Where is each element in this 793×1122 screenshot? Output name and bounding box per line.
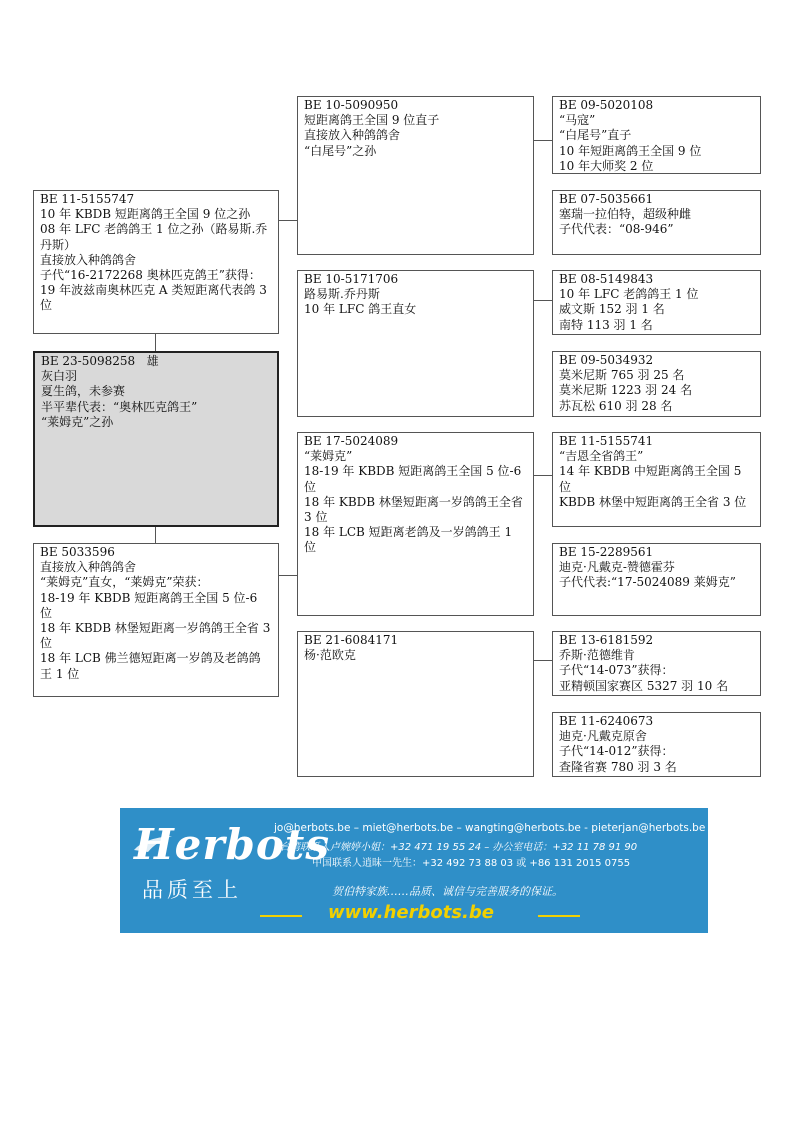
sire-sire-line: 直接放入种鸽鸽舍 [304,128,401,143]
dam-line: 18 年 LCB 佛兰德短距离一岁鸽及老鸽鸽王 1 位 [40,651,261,681]
dam-line: 直接放入种鸽鸽舍 [40,560,137,575]
dam-line: “莱姆克”直女，“莱姆克”荣获： [40,575,209,590]
sire-box [33,190,279,334]
dam-box [33,543,279,697]
sd-sire-line: BE 08-5149843 [559,272,654,286]
subject-line: 半平辈代表：“奥林匹克鸽王” [41,399,198,414]
website-link[interactable]: www.herbots.be [328,902,494,923]
contact-phone-china: 中国联系人逍昧一先生：+32 492 73 88 03 或 +86 131 2015 0755 [312,858,631,869]
dd-dam-box [552,712,761,777]
sire-sire-line: BE 10-5090950 [304,98,399,112]
dam-sire-box [297,432,534,616]
dd-dam-line: 查隆省赛 780 羽 3 名 [559,759,677,774]
ds-sire-line: “吉恩全省鸽王” [559,449,644,464]
sd-sire-box [552,270,761,335]
dam-sire-line: 18 年 KBDB 林堡短距离一岁鸽鸽王全省 3 位 [304,494,527,525]
dam-line: 18-19 年 KBDB 短距离鸽王全国 5 位-6 位 [40,590,262,620]
divider [538,915,580,917]
sire-sire-line: 短距离鸽王全国 9 位直子 [304,113,440,128]
subject-line: 夏生鸽，未参赛 [41,384,126,399]
dam-sire-line: “莱姆克” [304,449,353,464]
ds-dam-line: BE 15-2289561 [559,545,654,559]
sd-dam-line: 莫米尼斯 1223 羽 24 名 [559,383,693,398]
sire-line: 子代“16-2172268 奥林匹克鸽王”获得： [40,268,261,283]
sire-line: 10 年 KBDB 短距离鸽王全国 9 位之孙 [40,207,251,222]
ss-sire-line: “白尾号”直子 [559,128,632,143]
ss-dam-line: 子代代表：“08-946” [559,222,674,237]
connector [533,300,552,301]
dam-dam-line: 杨·范欧克 [304,648,356,663]
sire-dam-line: BE 10-5171706 [304,272,399,286]
subject-line: 灰白羽 [41,369,78,384]
ds-dam-box [552,543,761,616]
herbots-logo: Herbots [134,820,330,869]
dd-sire-line: 亚精顿国家赛区 5327 羽 10 名 [559,678,729,693]
sd-dam-line: BE 09-5034932 [559,353,654,367]
connector [533,140,552,141]
connector [155,333,156,352]
connector [279,575,297,576]
contact-phone-local: 台湾联系人卢婉婷小姐：+32 471 19 55 24 – 办公室电话：+32 11 78 91 90 [280,842,638,853]
subject-line: BE 23-5098258 雄 [41,354,159,368]
dam-line: BE 5033596 [40,545,115,559]
dam-sire-line: BE 17-5024089 [304,434,399,448]
dd-sire-line: 乔斯·范德维肯 [559,648,635,663]
dd-sire-box [552,631,761,696]
ss-dam-box [552,190,761,255]
ss-sire-line: “马寇” [559,113,596,128]
subject-line: “莱姆克”之孙 [41,414,114,429]
ss-sire-box [552,96,761,174]
dam-dam-line: BE 21-6084171 [304,633,399,647]
ss-dam-line: 塞瑞一拉伯特，超级种雌 [559,207,692,222]
dd-dam-line: BE 11-6240673 [559,714,654,728]
ss-dam-line: BE 07-5035661 [559,192,654,206]
sd-sire-line: 10 年 LFC 老鸽鸽王 1 位 [559,287,699,302]
sd-sire-line: 威文斯 152 羽 1 名 [559,302,665,317]
dam-dam-box [297,631,534,777]
ss-sire-line: 10 年大师奖 2 位 [559,158,654,173]
slogan: 品质至上 [142,878,242,902]
sire-dam-line: 路易斯.乔丹斯 [304,287,380,302]
ds-sire-line: BE 11-5155741 [559,434,654,448]
dam-line: 18 年 KBDB 林堡短距离一岁鸽鸽王全省 3 位 [40,621,275,651]
sire-line: 直接放入种鸽鸽舍 [40,252,137,267]
guarantee-text: 贺伯特家族……品质、诚信与完善服务的保证。 [332,885,563,898]
sire-line: 08 年 LFC 老鸽鸽王 1 位之孙（路易斯.乔丹斯） [40,222,268,252]
ds-sire-line: 14 年 KBDB 中短距离鸽王全国 5 位 [559,464,746,494]
sire-sire-box [297,96,534,255]
connector [279,220,297,221]
sd-dam-line: 莫米尼斯 765 羽 25 名 [559,368,685,383]
divider [260,915,302,917]
sire-line: 19 年波兹南奥林匹克 A 类短距离代表鸽 3 位 [40,283,271,313]
ds-sire-box [552,432,761,527]
ds-dam-line: 迪克·凡戴克-赞德霍芬 [559,560,675,575]
sire-line: BE 11-5155747 [40,192,135,206]
subject-box [33,351,279,527]
dam-sire-line: 18-19 年 KBDB 短距离鸽王全国 5 位-6 位 [304,464,526,494]
connector [155,526,156,544]
dd-sire-line: BE 13-6181592 [559,633,654,647]
sire-dam-box [297,270,534,417]
dd-sire-line: 子代“14-073”获得： [559,663,674,678]
ss-sire-line: 10 年短距离鸽王全国 9 位 [559,143,702,158]
ds-dam-line: 子代代表:“17-5024089 莱姆克” [559,575,736,590]
dd-dam-line: 迪克·凡戴克原舍 [559,729,647,744]
ds-sire-line: KBDB 林堡中短距离鸽王全省 3 位 [559,494,747,509]
contact-emails[interactable]: jo@herbots.be – miet@herbots.be – wangting@herbots.be - pieterjan@herbots.be [274,822,706,834]
connector [533,475,552,476]
dam-sire-line: 18 年 LCB 短距离老鸽及一岁鸽鸽王 1 位 [304,525,516,555]
sd-dam-line: 苏瓦松 610 羽 28 名 [559,398,673,413]
sd-dam-box [552,351,761,417]
sire-dam-line: 10 年 LFC 鸽王直女 [304,302,417,317]
ss-sire-line: BE 09-5020108 [559,98,654,112]
sire-sire-line: “白尾号”之孙 [304,143,377,158]
connector [533,660,552,661]
herbots-banner [120,808,708,933]
dd-dam-line: 子代“14-012”获得： [559,744,674,759]
sd-sire-line: 南特 113 羽 1 名 [559,317,653,332]
